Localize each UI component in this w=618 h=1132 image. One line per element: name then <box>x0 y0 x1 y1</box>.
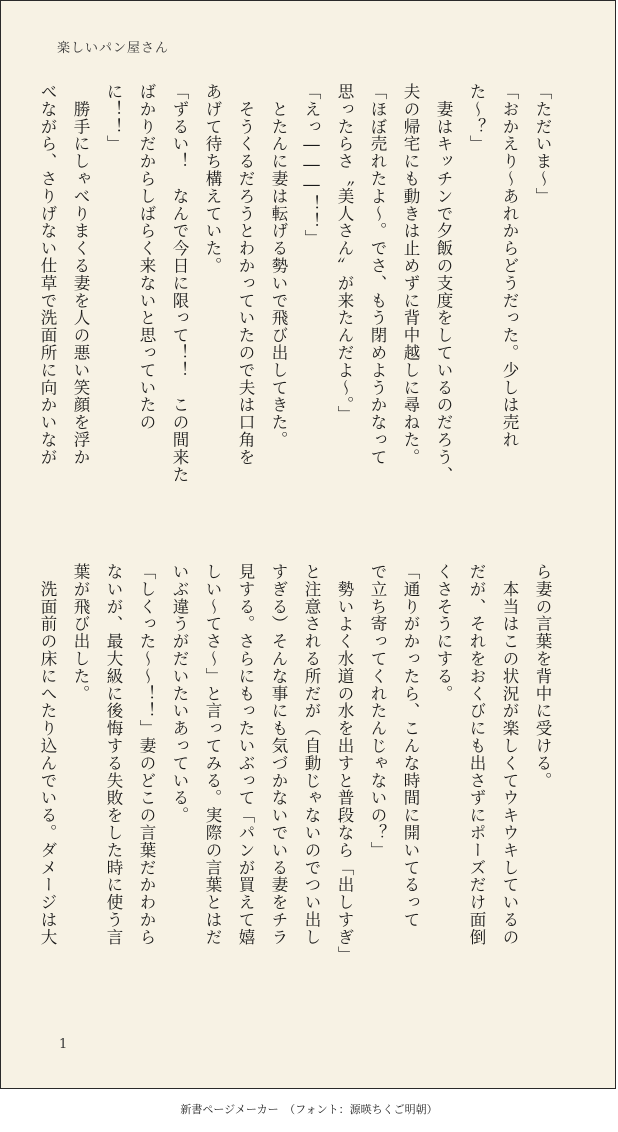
text-line: べながら、さりげない仕草で洗面所に向かいなが <box>38 83 57 466</box>
text-line: だが、それをおくびにも出さずにポーズだけ面倒 <box>467 563 486 946</box>
text-line: で立ち寄ってくれたんじゃないの？」 <box>368 563 387 859</box>
text-line: 思ったらさ〝美人さん〟が来たんだよ～。」 <box>335 83 354 423</box>
text-line: 「しくった～～！！」妻のどこの言葉だかわから <box>137 563 156 946</box>
text-line: ばかりだからしばらく来ないと思っていたの <box>137 83 156 431</box>
text-line: ら妻の言葉を背中に受ける。 <box>533 563 552 790</box>
text-line: た～？」 <box>467 83 486 153</box>
page-title: 楽しいパン屋さん <box>57 41 170 56</box>
text-line: 妻はキッチンで夕飯の支度をしているのだろう、 <box>434 83 453 484</box>
text-line: ないが、最大級に後悔する失敗をした時に使う言 <box>104 563 123 946</box>
text-line: に！！」 <box>104 83 123 153</box>
text-line: 洗面前の床にへたり込んでいる。ダメージは大 <box>38 563 57 946</box>
text-line: 葉が飛び出した。 <box>71 563 90 703</box>
text-line: 「ただいま～」 <box>533 83 552 205</box>
text-line: 「ほぼ売れたよ～。でさ、もう閉めようかなって <box>368 83 387 466</box>
text-line: 勢いよく水道の水を出すと普段なら「出しすぎ」 <box>335 563 354 964</box>
footer-credit: 新書ページメーカー （フォント：源暎ちくご明朝） <box>180 1103 438 1116</box>
text-line: いぶ違うがだいたいあっている。 <box>170 563 189 824</box>
text-line: そうくるだろうとわかっていたので夫は口角を <box>236 83 255 466</box>
text-line: 本当はこの状況が楽しくてウキウキしているの <box>500 563 519 946</box>
text-line: 「えっ―――！！」 <box>302 83 321 248</box>
text-line: くさそうにする。 <box>434 563 453 703</box>
text-line: 「通りがかったら、こんな時間に開いてるって <box>401 563 420 929</box>
text-line: とたんに妻は転げる勢いで飛び出してきた。 <box>269 83 288 449</box>
text-line: あげて待ち構えていた。 <box>203 83 222 275</box>
text-line: 夫の帰宅にも動きは止めずに背中越しに尋ねた。 <box>401 83 420 466</box>
text-block-upper <box>38 83 559 523</box>
text-line: 「ずるい！ なんで今日に限って！！ この間来た <box>170 83 189 484</box>
page-number: 1 <box>59 1037 68 1052</box>
text-line: すぎる）そんな事にも気づかないでいる妻をチラ <box>269 563 288 946</box>
text-line: しい～てさ～」と言ってみる。実際の言葉とはだ <box>203 563 222 946</box>
text-line: と注意される所だが（自動じゃないのでつい出し <box>302 563 321 946</box>
text-line: 勝手にしゃべりまくる妻を人の悪い笑顔を浮か <box>71 83 90 466</box>
text-line: 「おかえり～あれからどうだった。少しは売れ <box>500 83 519 449</box>
text-line: 見する。さらにもったいぶって「パンが買えて嬉 <box>236 563 255 946</box>
text-block-lower <box>38 563 559 1003</box>
